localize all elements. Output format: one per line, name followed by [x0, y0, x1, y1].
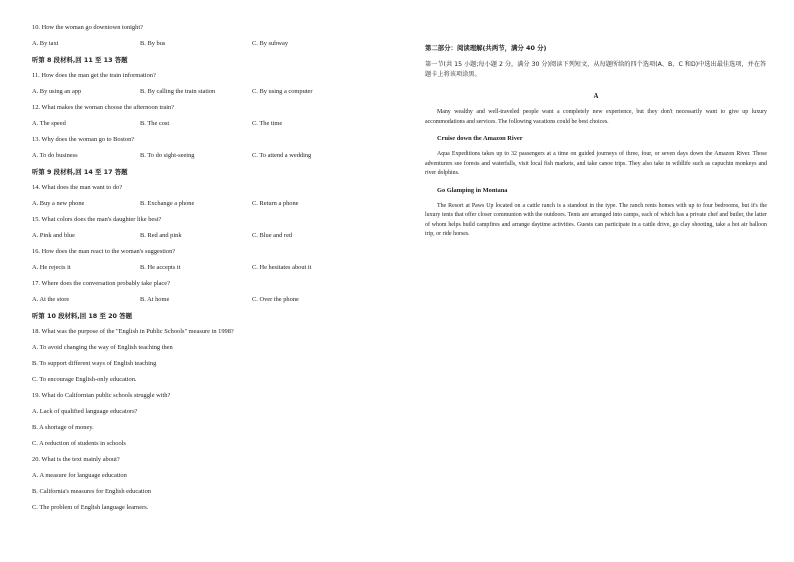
question: 15. What colors does the man's daughter like best? [32, 216, 162, 223]
options-row [32, 152, 372, 168]
option-c: C. By using a computer [252, 88, 313, 95]
option-b: B. To do sight-seeing [140, 152, 195, 159]
option: B. To support different ways of English teaching [32, 360, 157, 367]
passage-letter: A [593, 93, 599, 100]
option: A. To avoid changing the way of English teaching then [32, 344, 173, 351]
question: 20. What is the text mainly about? [32, 456, 120, 463]
option-b: B. By bus [140, 40, 166, 47]
question: 18. What was the purpose of the "English in Public Schools" measure in 1998? [32, 328, 234, 335]
option-b: B. The cost [140, 120, 170, 127]
option-c: C. To attend a wedding [252, 152, 312, 159]
option: C. A reduction of students in schools [32, 440, 126, 447]
section-instructions: 第一节(共 15 小题;每小题 2 分，满分 30 分)阅读下列短文，从每题所给的四个选项(A、B、C 和D)中选出最佳选项，并在答题卡上将该项涂黑。 [425, 61, 767, 78]
option-c: C. He hesitates about it [252, 264, 312, 271]
question: 11. How does the man get the train information? [32, 72, 156, 79]
option: C. The problem of English language learners. [32, 504, 149, 511]
option-b: B. He accepts it [140, 264, 181, 271]
option-c: C. Blue and red [252, 232, 293, 239]
option-c: C. The time [252, 120, 283, 127]
option-b: B. By calling the train station [140, 88, 216, 95]
option-b: B. Exchange a phone [140, 200, 195, 207]
question: 10. How the woman go downtown tonight? [32, 24, 143, 31]
question: 13. Why does the woman go to Boston? [32, 136, 135, 143]
question: 14. What does the man want to do? [32, 184, 123, 191]
question: 16. How does the man react to the woman's suggestion? [32, 248, 176, 255]
options-row [32, 120, 372, 136]
paragraph-montana: The Resort at Paws Up located on a cattle ranch is a standout in the type. The ranch rents homes with up to four bedrooms, but it's the luxury tents that offer closer communion with the outdoors. Tents are arranged into camps, each of which has a private chef and butler, the latter of whom helps build campfires and arrange daytime activities. Guests can participate in a cattle drive, go clay shooting, take a hot air balloon trip, or ride horses. [425, 202, 767, 237]
option-b: B. Red and pink [140, 232, 182, 239]
options-row [32, 296, 372, 312]
option-a: A. To do business [32, 152, 78, 159]
option-a: A. Pink and blue [32, 232, 75, 239]
section-heading: 听第 10 段材料,回 18 至 20 答题 [32, 312, 132, 320]
subheading-montana: Go Glamping in Montana [437, 186, 508, 194]
paragraph-amazon: Aqua Expeditions takes up to 32 passengers at a time on guided journeys of three, four, or seven days down the Amazon River. Those adventurers see forests and waterfalls, visit local fish markets, and take canoe trips. They also take in wildlife such as capuchin monkeys and river dolphins. [425, 151, 767, 176]
option: B. A shortage of money. [32, 424, 94, 431]
option-a: A. At the store [32, 296, 70, 303]
option: B. California's measures for English education [32, 488, 151, 495]
section-heading: 听第 9 段材料,回 14 至 17 答题 [32, 168, 128, 176]
question: 19. What do Californian public schools struggle with? [32, 392, 171, 399]
passage-intro: Many wealthy and well-traveled people want a completely new experience, but they don't necessarily want to give up luxury accommodations and services. The following vacations could be best choices. [425, 109, 767, 125]
part-title: 第二部分：阅读理解(共两节，满分 40 分) [425, 44, 547, 52]
options-row [32, 88, 372, 104]
options-row [32, 232, 372, 248]
question: 12. What makes the woman choose the afternoon train? [32, 104, 175, 111]
option-c: C. Return a phone [252, 200, 299, 207]
section-heading: 听第 8 段材料,回 11 至 13 答题 [32, 56, 128, 64]
options-row [32, 40, 372, 56]
options-row [32, 264, 372, 280]
option-a: A. The speed [32, 120, 66, 127]
question: 17. Where does the conversation probably take place? [32, 280, 170, 287]
listening-column [32, 24, 372, 520]
option-a: A. He rejects it [32, 264, 71, 271]
option-a: A. Buy a new phone [32, 200, 85, 207]
option: A. Lack of qualified language educators? [32, 408, 138, 415]
subheading-amazon: Cruise down the Amazon River [437, 135, 523, 142]
option-c: C. By subway [252, 40, 289, 47]
options-row [32, 200, 372, 216]
option-a: A. By taxi [32, 40, 59, 47]
option: A. A measure for language education [32, 472, 127, 479]
option-a: A. By using an app [32, 88, 82, 95]
reading-column [425, 44, 767, 240]
option-c: C. Over the phone [252, 296, 299, 303]
option: C. To encourage English-only education. [32, 376, 137, 383]
option-b: B. At home [140, 296, 170, 303]
